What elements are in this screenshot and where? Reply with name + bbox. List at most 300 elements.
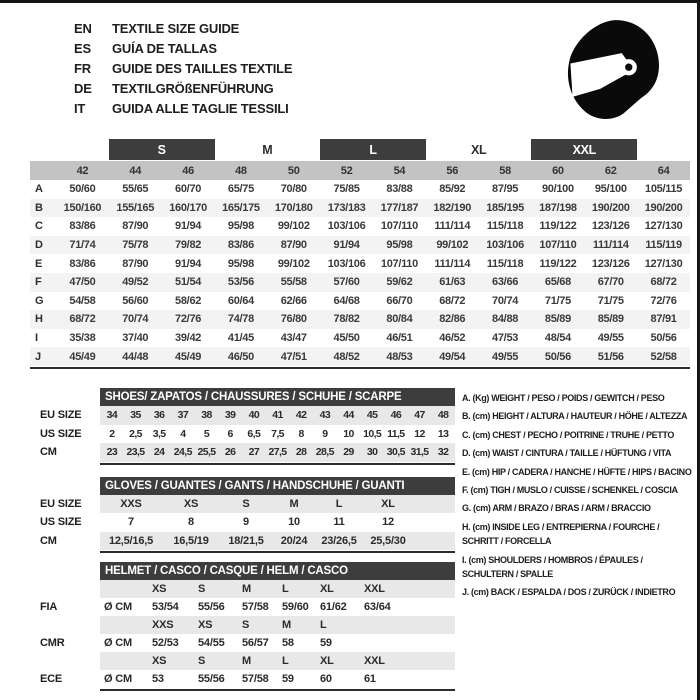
measure-value: 48/53 (386, 350, 413, 363)
helmet-cell (100, 652, 148, 670)
measure-value: 127/130 (644, 257, 683, 270)
shoes-label-spacer (40, 388, 100, 406)
size-number: 50 (287, 164, 300, 177)
measure-value: 182/190 (433, 201, 472, 214)
size-group-s: S (109, 139, 215, 160)
measure-row-key: A (35, 183, 43, 196)
measure-value: 70/74 (122, 313, 149, 326)
shoes-row-labels (40, 388, 100, 465)
helmet-cell (100, 580, 148, 598)
helmet-cell: L (320, 619, 327, 631)
measure-value: 45/49 (175, 350, 202, 363)
helmet-row-label (40, 652, 100, 670)
measure-value: 63/66 (492, 276, 519, 289)
shoes-cell: 23,5 (126, 446, 145, 459)
measure-value: 185/195 (486, 201, 524, 214)
size-number: 64 (657, 164, 670, 177)
legend-item: F. (cm) TIGH / MUSLO / CUISSE / SCHENKEL / COSCIA (462, 484, 678, 495)
helmet-cell: L (282, 655, 289, 667)
shoes-cell: 24,5 (173, 446, 192, 459)
measure-value: 83/86 (69, 257, 96, 270)
measure-value: 103/106 (327, 220, 366, 233)
measure-row-key: J (35, 350, 41, 363)
measure-value: 46/51 (386, 332, 413, 345)
helmet-cell: 53/54 (152, 601, 179, 613)
measure-row-key: F (35, 276, 42, 289)
gloves-cell: XXS (120, 497, 142, 510)
helmet-row (100, 634, 455, 652)
measure-value: 35/38 (69, 332, 96, 345)
gloves-cell: 7 (128, 516, 134, 529)
shoes-cell: 34 (106, 409, 118, 422)
gloves-table (100, 477, 455, 554)
measure-value: 52/58 (650, 350, 677, 363)
size-number: 56 (446, 164, 459, 177)
helmet-row-label (40, 580, 100, 598)
gloves-cell: M (289, 497, 299, 510)
helmet-cell: XXL (364, 583, 385, 595)
shoes-bottom-rule (100, 463, 455, 465)
helmet-cell: 58 (282, 637, 294, 649)
helmet-row-label: CMR (40, 637, 65, 649)
measure-value: 72/76 (175, 313, 202, 326)
gloves-cell: 20/24 (280, 534, 308, 547)
measure-row-d (30, 236, 690, 255)
measure-value: 57/60 (333, 276, 360, 289)
helmet-cell: M (242, 583, 251, 595)
measure-value: 84/88 (492, 313, 519, 326)
measure-value: 70/74 (492, 294, 519, 307)
helmet-cell: 63/64 (364, 601, 391, 613)
measure-value: 165/175 (222, 201, 260, 214)
accessory-tables (40, 388, 455, 691)
measure-value: 85/89 (597, 313, 624, 326)
shoes-cell: 29 (343, 446, 354, 459)
language-title-list (74, 21, 292, 116)
measure-value: 111/114 (434, 257, 471, 270)
measure-value: 50/56 (650, 332, 677, 345)
legend-item: C. (cm) CHEST / PECHO / POITRINE / TRUHE / PETTO (462, 429, 675, 440)
measure-value: 91/94 (333, 239, 360, 252)
measure-value: 75/78 (122, 239, 149, 252)
measure-value: 79/82 (175, 239, 202, 252)
measure-value: 45/50 (333, 332, 360, 345)
shoes-cell: 6 (227, 427, 233, 440)
measure-value: 60/64 (227, 294, 254, 307)
shoes-cell: 45 (366, 409, 378, 422)
shoes-cell: 27 (248, 446, 260, 459)
size-number: 44 (129, 164, 142, 177)
measure-value: 47/51 (280, 350, 307, 363)
measure-value: 48/54 (544, 332, 571, 345)
helmet-cell: XXL (364, 655, 385, 667)
gloves-cell: 25,5/30 (370, 534, 406, 547)
group-corner-spacer (30, 139, 56, 160)
measure-value: 55/58 (280, 276, 307, 289)
gloves-row (100, 532, 455, 551)
shoes-cell: 46 (390, 409, 402, 422)
helmet-cell: M (282, 619, 291, 631)
measure-value: 190/200 (644, 201, 683, 214)
measure-value: 87/90 (122, 220, 149, 233)
measure-value: 45/49 (69, 350, 96, 363)
measure-row-key: I (35, 332, 38, 345)
measure-value: 115/119 (645, 239, 682, 252)
measure-row-h (30, 310, 690, 329)
shoes-cell: 28,5 (315, 446, 334, 459)
measure-value: 111/114 (434, 220, 471, 233)
measure-row-c (30, 217, 690, 236)
shoes-cell: 25,5 (197, 446, 216, 459)
gloves-cell: 8 (188, 516, 194, 529)
helmet-cell: 60 (320, 673, 332, 685)
measure-value: 103/106 (327, 257, 366, 270)
gloves-row-label: US SIZE (40, 516, 82, 529)
gloves-row (100, 495, 455, 514)
measure-value: 95/98 (227, 257, 254, 270)
measure-value: 46/52 (439, 332, 466, 345)
helmet-cell: XXS (152, 619, 174, 631)
measure-value: 47/53 (492, 332, 519, 345)
size-group-row (30, 139, 690, 160)
measure-row-g (30, 292, 690, 311)
shoes-cell: 36 (153, 409, 165, 422)
shoes-cell: 13 (437, 427, 449, 440)
size-number: 52 (340, 164, 353, 177)
measure-value: 80/84 (386, 313, 413, 326)
measure-value: 87/90 (122, 257, 149, 270)
measure-value: 99/102 (277, 220, 310, 233)
measure-row-j (30, 347, 690, 366)
measure-value: 53/56 (227, 276, 254, 289)
measure-row-b (30, 199, 690, 218)
measure-value: 66/70 (386, 294, 413, 307)
size-group-xl: XL (470, 142, 487, 157)
measure-value: 107/110 (380, 257, 418, 270)
shoes-cell: 32 (437, 446, 449, 459)
measure-value: 68/72 (69, 313, 96, 326)
group-col-spacer (56, 139, 109, 160)
helmet-cell: 59 (320, 637, 332, 649)
measure-value: 177/187 (380, 201, 419, 214)
measure-value: 115/118 (486, 257, 524, 270)
shoes-cell: 23 (106, 446, 118, 459)
shoes-cell: 30 (366, 446, 378, 459)
measure-value: 56/60 (122, 294, 149, 307)
shoes-row-label: CM (40, 446, 57, 459)
size-number: 48 (235, 164, 247, 177)
shoes-row-label: US SIZE (40, 427, 82, 440)
helmet-row (100, 598, 455, 616)
measure-value: 39/42 (175, 332, 202, 345)
measure-row-a (30, 180, 690, 199)
shoes-cell: 9 (322, 427, 328, 440)
measure-value: 76/80 (280, 313, 307, 326)
measure-value: 170/180 (274, 201, 313, 214)
helmet-row-label (40, 616, 100, 634)
shoes-cell: 24 (153, 446, 165, 459)
gloves-title: GLOVES / GUANTES / GANTS / HANDSCHUHE / GUANTI (100, 477, 455, 495)
shoes-cell: 27,5 (268, 446, 287, 459)
gloves-cell: 18/21,5 (228, 534, 264, 547)
measure-value: 54/58 (69, 294, 96, 307)
measure-value: 58/62 (175, 294, 202, 307)
measure-value: 51/56 (597, 350, 624, 363)
shoes-cell: 10,5 (363, 427, 382, 440)
measure-value: 55/65 (122, 183, 149, 196)
shoes-cell: 8 (298, 427, 304, 440)
shoes-cell: 4 (180, 427, 186, 440)
shoes-cell: 12 (414, 427, 425, 440)
size-number: 46 (182, 164, 194, 177)
measure-value: 87/91 (650, 313, 677, 326)
helmet-row-labels (40, 562, 100, 691)
measurement-legend (462, 388, 692, 691)
shoes-cell: 47 (414, 409, 425, 422)
gloves-cell: XS (183, 497, 199, 510)
helmet-cell: Ø CM (104, 637, 132, 649)
measure-value: 119/122 (539, 257, 577, 270)
gloves-row-labels (40, 477, 100, 554)
legend-item: H. (cm) INSIDE LEG / ENTREPIERNA / FOURCHE / SCHRITT / FORCELLA (462, 521, 660, 547)
measure-value: 59/62 (386, 276, 413, 289)
helmet-cell: 56/57 (242, 637, 269, 649)
group-col-spacer (637, 139, 690, 160)
measure-value: 65/68 (544, 276, 571, 289)
shoes-cell: 11,5 (387, 427, 405, 440)
helmet-cell: 59/60 (282, 601, 309, 613)
shoes-cell: 37 (177, 409, 189, 422)
shoes-row (100, 425, 455, 444)
measure-value: 91/94 (175, 257, 202, 270)
gloves-cell: S (242, 497, 250, 510)
helmet-cell: L (282, 583, 289, 595)
shoes-cell: 31,5 (410, 446, 429, 459)
legend-item: G. (cm) ARM / BRAZO / BRAS / ARM / BRACCIO (462, 503, 651, 514)
shoes-cell: 41 (272, 409, 283, 422)
language-code: DE (74, 81, 92, 96)
helmet-row (100, 616, 455, 634)
shoes-cell: 10 (343, 427, 354, 440)
measure-value: 91/94 (175, 220, 202, 233)
measure-value: 187/198 (539, 201, 577, 214)
helmet-cell (360, 634, 455, 652)
shoes-cell: 7,5 (271, 427, 284, 440)
shoes-cell: 30,5 (386, 446, 405, 459)
shoes-cell: 2,5 (129, 427, 142, 440)
measure-value: 62/66 (280, 294, 307, 307)
language-title: GUIDE DES TAILLES TEXTILE (112, 61, 293, 76)
measure-value: 160/170 (169, 201, 207, 214)
measure-value: 119/122 (539, 220, 577, 233)
legend-item: D. (cm) WAIST / CINTURA / TAILLE / HÜFTUNG / VITA (462, 448, 672, 459)
textile-size-table (30, 139, 690, 369)
measure-value: 60/70 (175, 183, 202, 196)
size-group-l: L (320, 139, 426, 160)
shoes-cell: 48 (437, 409, 449, 422)
language-title: TEXTILE SIZE GUIDE (112, 21, 240, 36)
size-number: 42 (76, 164, 89, 177)
measure-value: 49/52 (122, 276, 149, 289)
measure-value: 75/85 (333, 183, 360, 196)
measure-value: 71/74 (69, 239, 96, 252)
measure-value: 44/48 (122, 350, 149, 363)
measure-value: 83/86 (69, 220, 96, 233)
helmet-title: HELMET / CASCO / CASQUE / HELM / CASCO (100, 562, 455, 580)
helmet-cell: 61/62 (320, 601, 347, 613)
measure-value: 87/95 (492, 183, 519, 196)
measure-value: 68/72 (439, 294, 466, 307)
measure-value: 111/114 (592, 239, 629, 252)
helmet-cell: M (242, 655, 251, 667)
measure-value: 82/86 (439, 313, 466, 326)
legend-item: A. (Kg) WEIGHT / PESO / POIDS / GEWITCH / PESO (462, 393, 665, 403)
measure-value: 127/130 (644, 220, 683, 233)
gloves-cell: 23/26,5 (321, 534, 357, 547)
measure-row-key: D (35, 239, 43, 252)
helmet-cell: S (198, 583, 206, 595)
helmet-cell: XS (152, 583, 167, 595)
helmet-cell: 52/53 (152, 637, 179, 649)
lower-section (40, 388, 692, 691)
helmet-row (100, 580, 455, 598)
measure-value: 83/88 (386, 183, 413, 196)
measure-value: 90/100 (541, 183, 574, 196)
helmet-cell: XS (198, 619, 213, 631)
measure-value: 71/75 (544, 294, 571, 307)
shoes-cell: 39 (224, 409, 236, 422)
language-code: ES (74, 41, 91, 56)
measure-value: 155/165 (116, 201, 155, 214)
shoes-table (100, 388, 455, 465)
language-title: TEXTILGRÖßENFÜHRUNG (112, 81, 274, 96)
shoes-cell: 2 (109, 427, 115, 440)
measure-value: 43/47 (280, 332, 307, 345)
helmet-row (100, 652, 455, 670)
gloves-cell: XL (381, 497, 395, 510)
gloves-cell: 12 (382, 516, 394, 529)
shoes-cell: 28 (295, 446, 307, 459)
measure-value: 72/76 (650, 294, 677, 307)
gloves-cell: 10 (288, 516, 300, 529)
helmet-cell: XL (320, 655, 334, 667)
helmet-size-table (40, 562, 455, 691)
shoes-cell: 44 (343, 409, 354, 422)
helmet-cell: 53 (152, 673, 164, 685)
measure-value: 95/100 (594, 183, 627, 196)
measure-value: 99/102 (277, 257, 310, 270)
helmet-cell: Ø CM (104, 673, 132, 685)
measure-row-key: H (35, 313, 43, 326)
shoes-row (100, 406, 455, 425)
helmet-cell (100, 616, 148, 634)
gloves-cell: L (335, 497, 343, 510)
helmet-cell: Ø CM (104, 601, 132, 613)
size-number: 60 (552, 164, 564, 177)
shoes-row-label: EU SIZE (40, 409, 82, 422)
measure-value: 85/89 (544, 313, 571, 326)
gloves-cell: 16,5/19 (173, 534, 209, 547)
helmet-cell: S (198, 655, 206, 667)
measure-value: 103/106 (486, 239, 524, 252)
measure-value: 70/80 (280, 183, 307, 196)
measure-value: 46/50 (227, 350, 254, 363)
measure-value: 95/98 (386, 239, 413, 252)
gloves-label-spacer (40, 477, 100, 495)
shoes-cell: 42 (295, 409, 307, 422)
measure-value: 64/68 (333, 294, 360, 307)
legend-item: B. (cm) HEIGHT / ALTURA / HAUTEUR / HÖHE / ALTEZZA (462, 411, 688, 422)
helmet-bottom-rule (100, 689, 455, 691)
shoes-cell: 26 (224, 446, 236, 459)
helmet-cell: XL (320, 583, 334, 595)
shoes-cell: 6,5 (247, 427, 261, 440)
measure-value: 49/55 (492, 350, 519, 363)
gloves-size-table (40, 477, 455, 554)
language-title: GUÍA DE TALLAS (112, 41, 217, 56)
measure-value: 50/56 (544, 350, 571, 363)
measure-value: 61/63 (439, 276, 466, 289)
measure-value: 99/102 (436, 239, 469, 252)
measure-value: 50/60 (69, 183, 96, 196)
measure-value: 105/115 (645, 183, 683, 196)
measure-value: 173/183 (327, 201, 366, 214)
helmet-cell (360, 616, 455, 634)
measure-value: 68/72 (650, 276, 677, 289)
measure-row-e (30, 254, 690, 273)
shoes-cell: 5 (203, 427, 210, 440)
shoes-cell: 3,5 (152, 427, 166, 440)
page-top-border (0, 0, 700, 3)
shoes-cell: 43 (319, 409, 331, 422)
shoes-cell: 35 (130, 409, 141, 422)
measure-row-key: B (35, 201, 43, 214)
language-title: GUIDA ALLE TAGLIE TESSILI (112, 101, 289, 116)
size-number-row (30, 161, 690, 180)
helmet-icon (557, 17, 667, 125)
measure-value: 85/92 (439, 183, 466, 196)
legend-item: I. (cm) SHOULDERS / HOMBROS / ÉPAULES / SCHULTERN / SPALLE (462, 554, 643, 579)
measure-value: 49/54 (439, 350, 466, 363)
measure-value: 67/70 (597, 276, 624, 289)
measure-value: 71/75 (597, 294, 624, 307)
gloves-row-label: EU SIZE (40, 497, 82, 510)
helmet-cell: 55/56 (198, 601, 225, 613)
measure-row-f (30, 273, 690, 292)
measure-value: 51/54 (175, 276, 202, 289)
shoes-title: SHOES/ ZAPATOS / CHAUSSURES / SCHUHE / SCARPE (100, 388, 455, 406)
measure-value: 107/110 (380, 220, 418, 233)
measure-value: 123/126 (591, 257, 630, 270)
measure-value: 37/40 (122, 332, 149, 345)
gloves-cell: 9 (243, 516, 249, 529)
helmet-label-spacer (40, 562, 100, 580)
measure-value: 47/50 (69, 276, 96, 289)
helmet-row (100, 670, 455, 688)
size-group-xxl: XXL (531, 139, 637, 160)
helmet-cell: 57/58 (242, 673, 269, 685)
gloves-cell: 12,5/16,5 (108, 534, 154, 547)
measure-value: 74/78 (227, 313, 254, 326)
helmet-cell: XS (152, 655, 167, 667)
measure-value: 150/160 (63, 201, 102, 214)
size-corner-spacer (30, 161, 56, 180)
shoes-size-table (40, 388, 455, 465)
measure-value: 95/98 (227, 220, 254, 233)
gloves-bottom-rule (100, 551, 455, 553)
measure-row-i (30, 329, 690, 348)
measure-value: 41/45 (227, 332, 254, 345)
